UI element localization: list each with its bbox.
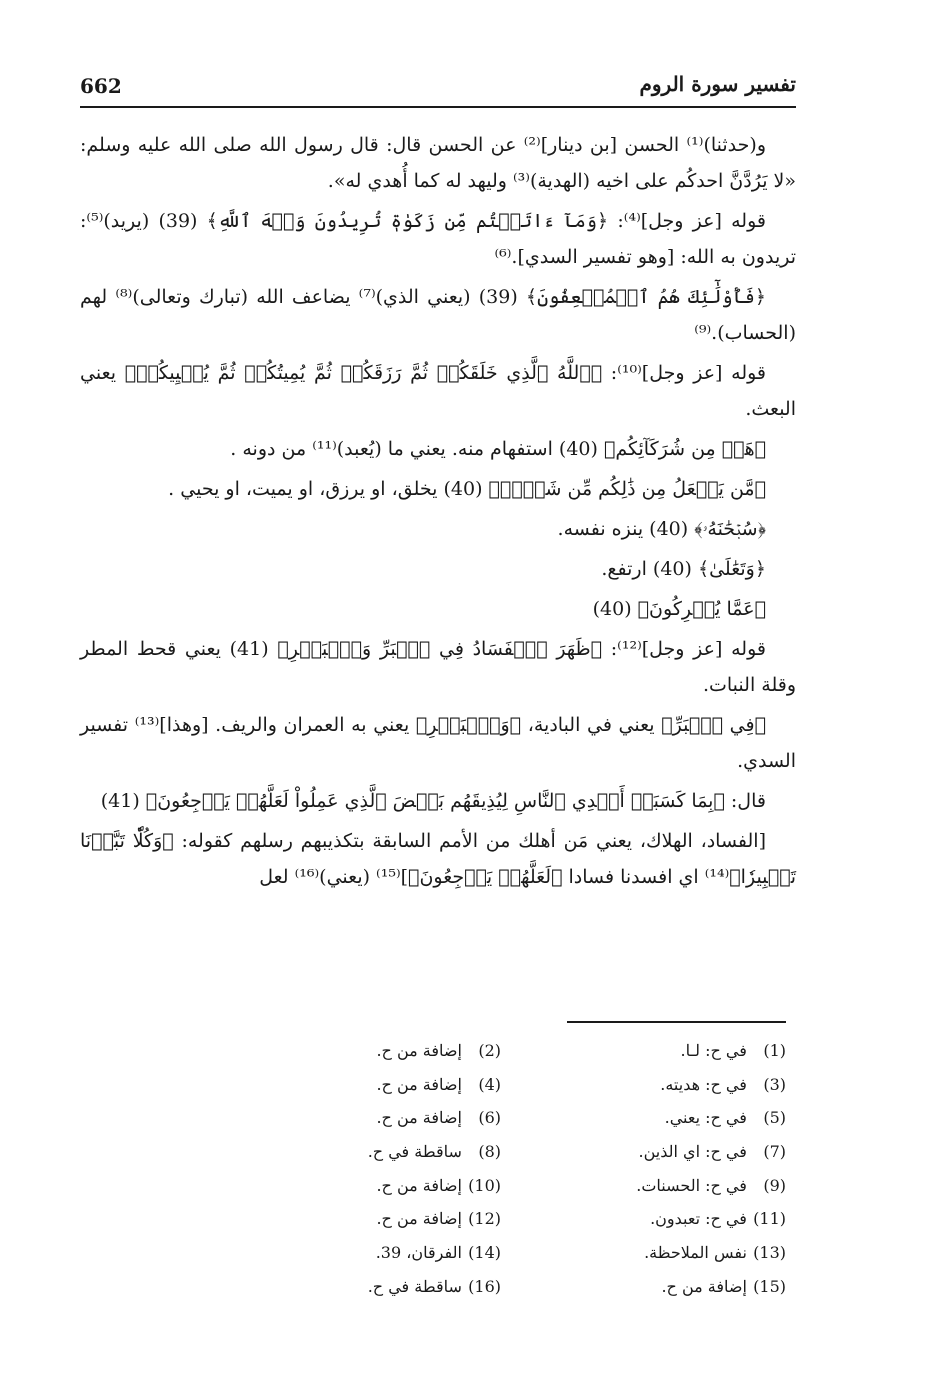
footnote (271, 1070, 501, 1104)
footnote (556, 1171, 786, 1205)
paragraph: ﴿وَتَعَٰلَىٰ﴾ (40) ارتفع. (601, 558, 766, 580)
footnote-number: (8) (478, 1142, 501, 1162)
footnote-number: (2) (478, 1041, 501, 1060)
footnotes-column-odd (556, 1036, 786, 1306)
paragraph: قال: ﴿بِمَا كَسَبَتۡ أَيۡدِي ٱلنَّاسِ لِيُذِيقَهُم بَعۡضَ ٱلَّذِي عَمِلُواْ لَعَلَّهُمۡ يَرۡجِعُونَ﴾ (41) (100, 790, 766, 812)
footnote-text: في ح: تعبدون. (650, 1209, 747, 1229)
footnote-number: (6) (478, 1108, 501, 1128)
footnote-number: (12) (468, 1209, 501, 1229)
paragraph: قوله [عز وجل]⁽⁴⁾: ﴿وَمَآ ءَاتَيۡتُم مِّن زَكَوٰةٖ تُرِيدُونَ وَجۡهَ ٱللَّهِ﴾ (39) (يريد)⁽⁵⁾: تريدون به الله: [وهو تفسير السدي].⁽⁶⁾ (80, 210, 796, 268)
footnote-text: في ح: لـا. (680, 1041, 747, 1060)
footnote-text: إضافة من ح. (376, 1041, 462, 1060)
header-rule (80, 106, 796, 108)
footnote-number: (11) (753, 1209, 786, 1229)
footnote-text: في ح: هديته. (660, 1074, 747, 1094)
footnote (556, 1204, 786, 1238)
footnote (556, 1137, 786, 1171)
footnote (556, 1036, 786, 1070)
paragraph: [الفساد، الهلاك، يعني مَن أهلك من الأمم السابقة بتكذيبهم رسلهم كقوله: ﴿وَكُلّٗا تَبَّرۡنَا تَتۡبِيرٗا﴾⁽¹⁴⁾ اي افسدنا فسادا ﴿لَعَلَّهُمۡ يَرۡجِعُونَ﴾]⁽¹⁵⁾ (يعني)⁽¹⁶⁾ لعل (80, 830, 796, 888)
footnote-text: إضافة من ح. (661, 1276, 747, 1296)
footnote-text: في ح: اي الذين. (638, 1142, 747, 1162)
page-header (80, 70, 796, 106)
footnote (271, 1272, 501, 1306)
footnote (271, 1036, 501, 1070)
footnote-number: (3) (763, 1074, 786, 1094)
footnote-number: (7) (763, 1142, 786, 1162)
footnote-text: في ح: الحسنات. (636, 1175, 747, 1195)
paragraph: ﴿سُبۡحَٰنَهُۥ﴾ (40) ينزه نفسه. (557, 518, 766, 540)
footnote-number: (13) (753, 1243, 786, 1263)
footnote-text: إضافة من ح. (376, 1108, 462, 1128)
footnote (556, 1103, 786, 1137)
footnote-text: إضافة من ح. (376, 1175, 462, 1195)
body-text (80, 127, 796, 899)
paragraph: و(حدثنا)⁽¹⁾ الحسن [بن دينار]⁽²⁾ عن الحسن قال: قال رسول الله صلى الله عليه وسلم: «لا يَرُدَّنَّ احدكُم على اخيه (الهدية)⁽³⁾ وليهد له كما أُهدي له». (80, 134, 796, 192)
paragraph: ﴿فَأُوْلَٰٓئِكَ هُمُ ٱلۡمُضۡعِفُونَ﴾ (39) (يعني الذي)⁽⁷⁾ يضاعف الله (تبارك وتعالى)⁽⁸⁾ لهم (الحساب).⁽⁹⁾ (80, 286, 796, 344)
footnote-text: إضافة من ح. (376, 1209, 462, 1229)
footnote-number: (16) (468, 1276, 501, 1296)
footnote-text: ساقطة في ح. (367, 1142, 462, 1162)
page-number: 662 (80, 74, 122, 98)
footnote (556, 1238, 786, 1272)
footnote-text: في ح: يعني. (664, 1108, 747, 1128)
footnote-text: الفرقان، 39. (375, 1243, 462, 1263)
paragraph: ﴿فِي ٱلۡبَرِّ﴾ يعني في البادية، ﴿وَٱلۡبَحۡرِ﴾ يعني به العمران والريف. [وهذا]⁽¹³⁾ تفسير السدي. (80, 714, 796, 772)
paragraph: ﴿عَمَّا يُشۡرِكُونَ﴾ (40) (592, 598, 766, 620)
footnote-text: ساقطة في ح. (367, 1276, 462, 1296)
footnote-number: (14) (468, 1243, 501, 1263)
paragraph: ﴿مَّن يَفۡعَلُ مِن ذَٰلِكُم مِّن شَيۡءٖ﴾ (40) يخلق، او يرزق، او يميت، او يحيي . (168, 478, 766, 500)
footnote (271, 1171, 501, 1205)
paragraph: قوله [عز وجل]⁽¹²⁾: ﴿ظَهَرَ ٱلۡفَسَادُ فِي ٱلۡبَرِّ وَٱلۡبَحۡرِ﴾ (41) يعني قحط المطر وقلة النبات. (80, 638, 796, 696)
footnote (271, 1103, 501, 1137)
footnote-text: إضافة من ح. (376, 1074, 462, 1094)
footnote (271, 1238, 501, 1272)
footnote-number: (9) (763, 1175, 786, 1195)
footnote-number: (10) (468, 1175, 501, 1195)
footnote-number: (15) (753, 1276, 786, 1296)
footnote-number: (5) (763, 1108, 786, 1128)
footnote-number: (1) (763, 1041, 786, 1060)
footnote (271, 1137, 501, 1171)
footnotes-column-even (271, 1036, 501, 1306)
footnote (556, 1070, 786, 1104)
footnote-number: (4) (478, 1074, 501, 1094)
paragraph: ﴿هَلۡ مِن شُرَكَآئِكُم﴾ (40) استفهام منه. يعني ما (يُعبد)⁽¹¹⁾ من دونه . (230, 438, 766, 460)
paragraph: قوله [عز وجل]⁽¹⁰⁾: ﴿ٱللَّهُ ٱلَّذِي خَلَقَكُمۡ ثُمَّ رَزَقَكُمۡ ثُمَّ يُمِيتُكُمۡ ثُمَّ يُحۡيِيكُمۡ﴾ يعني البعث. (80, 362, 796, 420)
footnote (556, 1272, 786, 1306)
footnote-rule (567, 1021, 786, 1023)
footnote-text: نفس الملاحظة. (644, 1243, 747, 1263)
running-title: تفسير سورة الروم (639, 72, 796, 96)
footnote (271, 1204, 501, 1238)
